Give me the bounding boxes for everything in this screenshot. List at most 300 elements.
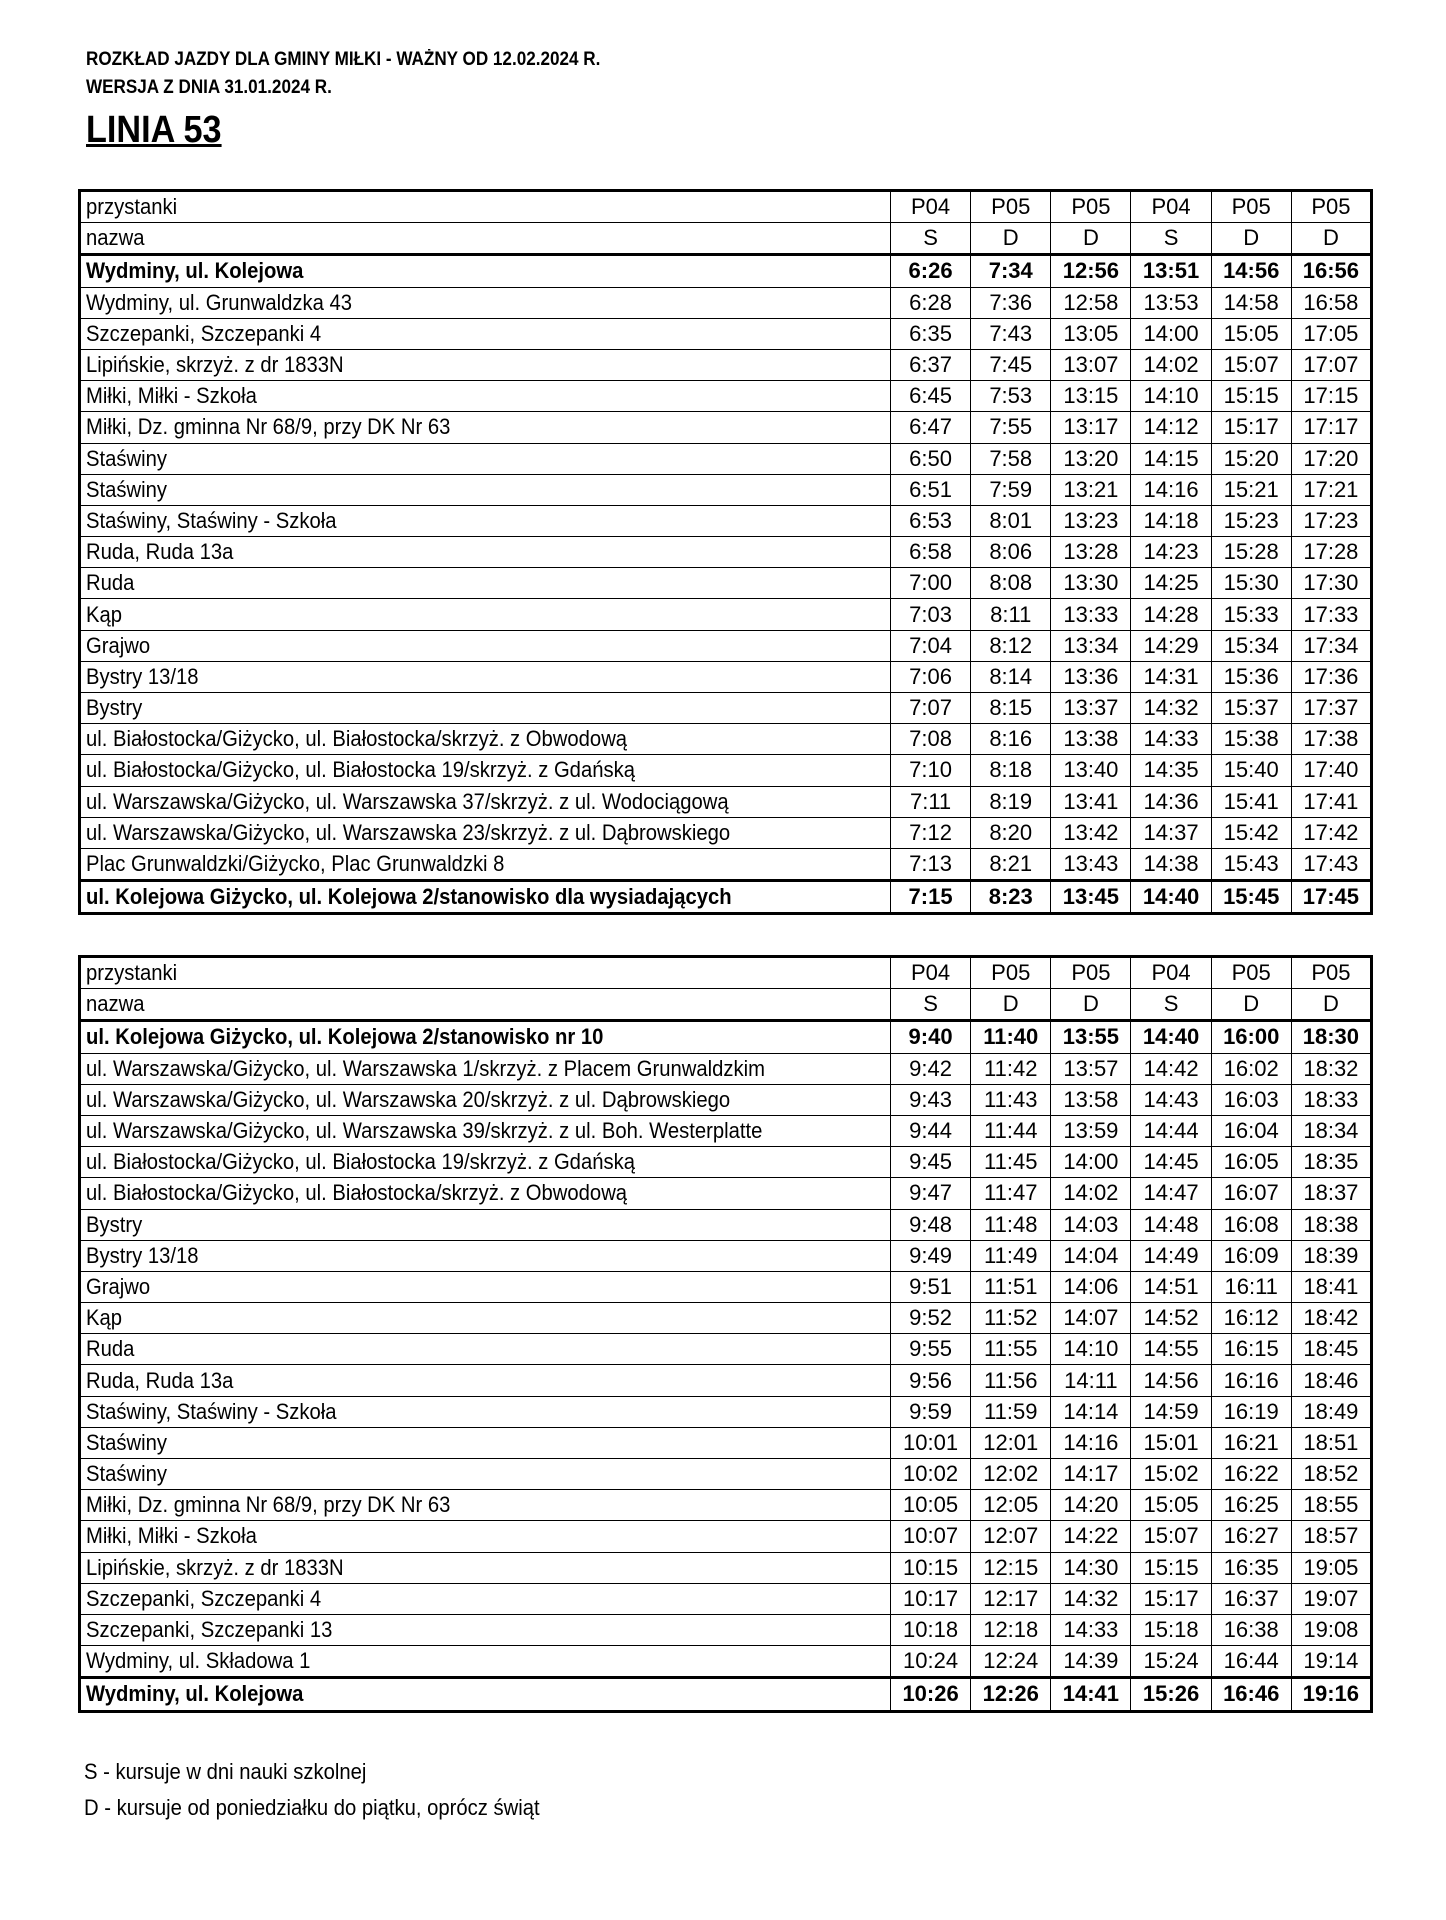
departure-time-cell xyxy=(971,724,1051,755)
departure-time-cell xyxy=(1291,1271,1371,1302)
departure-time-cell xyxy=(1131,443,1211,474)
departure-time-cell-text: 15:41 xyxy=(1223,788,1279,814)
table-row xyxy=(80,1147,1372,1178)
service-code-cell xyxy=(971,223,1051,255)
departure-time-cell-text: 17:15 xyxy=(1303,383,1359,409)
departure-time-cell-text: 13:38 xyxy=(1063,726,1119,752)
table-row xyxy=(80,661,1372,692)
version-date: WERSJA Z DNIA 31.01.2024 R. xyxy=(86,77,332,98)
departure-time-cell-text: 14:58 xyxy=(1223,289,1279,315)
route-code-cell-text: P04 xyxy=(911,960,951,986)
departure-time-cell-text: 16:46 xyxy=(1223,1681,1280,1707)
departure-time-cell-text: 14:49 xyxy=(1143,1242,1199,1268)
route-code-cell xyxy=(1291,191,1371,223)
departure-time-cell xyxy=(1291,1646,1371,1678)
departure-time-cell-text: 6:26 xyxy=(908,258,953,284)
departure-time-cell xyxy=(1211,1240,1291,1271)
stop-name-cell-text: Bystry 13/18 xyxy=(86,663,199,689)
departure-time-cell xyxy=(1211,287,1291,318)
stop-name-cell-text: Grajwo xyxy=(86,1273,151,1299)
header-row-codes xyxy=(80,989,1372,1021)
table-row xyxy=(80,693,1372,724)
departure-time-cell xyxy=(891,1178,971,1209)
departure-time-cell xyxy=(971,1521,1051,1552)
departure-time-cell-text: 14:06 xyxy=(1063,1273,1119,1299)
departure-time-cell xyxy=(1131,1021,1211,1053)
departure-time-cell-text: 14:40 xyxy=(1142,884,1200,910)
stop-name-cell-text: Ruda, Ruda 13a xyxy=(86,539,234,565)
stop-name-cell-text: ul. Białostocka/Giżycko, ul. Białostocka 19/skrzyż. z Gdańską xyxy=(86,757,635,783)
departure-time-cell xyxy=(1051,1303,1131,1334)
departure-time-cell xyxy=(1291,1178,1371,1209)
departure-time-cell xyxy=(891,848,971,880)
departure-time-cell-text: 13:34 xyxy=(1063,632,1119,658)
stop-name-cell-text: Bystry xyxy=(86,695,143,721)
departure-time-cell xyxy=(891,1583,971,1614)
departure-time-cell-text: 18:32 xyxy=(1303,1055,1359,1081)
departure-time-cell-text: 11:55 xyxy=(984,1336,1038,1362)
stop-name-cell-text: Miłki, Dz. gminna Nr 68/9, przy DK Nr 63 xyxy=(86,414,451,440)
table-row xyxy=(80,318,1372,349)
departure-time-cell xyxy=(1211,1427,1291,1458)
departure-time-cell-text: 15:18 xyxy=(1143,1617,1199,1643)
departure-time-cell xyxy=(1051,474,1131,505)
departure-time-cell-text: 11:44 xyxy=(984,1118,1038,1144)
departure-time-cell-text: 14:52 xyxy=(1143,1305,1199,1331)
departure-time-cell-text: 11:43 xyxy=(984,1086,1038,1112)
departure-time-cell-text: 6:35 xyxy=(909,320,952,346)
departure-time-cell xyxy=(1051,1521,1131,1552)
table-row xyxy=(80,755,1372,786)
table-row xyxy=(80,1614,1372,1645)
stop-name-cell-text: Wydminy, ul. Składowa 1 xyxy=(86,1648,311,1674)
departure-time-cell xyxy=(1211,1021,1291,1053)
stop-name-cell xyxy=(80,1334,891,1365)
service-code-cell xyxy=(1291,989,1371,1021)
stop-name-cell-text: Miłki, Miłki - Szkoła xyxy=(86,383,257,409)
departure-time-cell xyxy=(891,1614,971,1645)
departure-time-cell xyxy=(971,817,1051,848)
departure-time-cell-text: 16:37 xyxy=(1223,1585,1279,1611)
departure-time-cell-text: 14:35 xyxy=(1143,757,1199,783)
departure-time-cell-text: 13:45 xyxy=(1062,884,1120,910)
departure-time-cell-text: 9:48 xyxy=(909,1211,952,1237)
departure-time-cell xyxy=(891,661,971,692)
table-row xyxy=(80,1115,1372,1146)
departure-time-cell xyxy=(1131,1209,1211,1240)
departure-time-cell xyxy=(971,1303,1051,1334)
departure-time-cell xyxy=(1131,412,1211,443)
table-row xyxy=(80,630,1372,661)
departure-time-cell xyxy=(1131,817,1211,848)
departure-time-cell xyxy=(1131,1147,1211,1178)
departure-time-cell xyxy=(1131,599,1211,630)
stop-name-cell-text: Kąp xyxy=(86,1305,123,1331)
departure-time-cell xyxy=(891,287,971,318)
departure-time-cell-text: 14:59 xyxy=(1143,1398,1199,1424)
departure-time-cell-text: 9:52 xyxy=(909,1305,952,1331)
route-code-cell xyxy=(1051,191,1131,223)
departure-time-cell-text: 15:28 xyxy=(1223,539,1279,565)
departure-time-cell xyxy=(1051,443,1131,474)
departure-time-cell xyxy=(1051,1583,1131,1614)
departure-time-cell-text: 10:02 xyxy=(903,1461,959,1487)
departure-time-cell-text: 15:34 xyxy=(1223,632,1279,658)
departure-time-cell-text: 9:43 xyxy=(909,1086,952,1112)
stop-name-cell xyxy=(80,1552,891,1583)
departure-time-cell xyxy=(971,1240,1051,1271)
table-row xyxy=(80,1303,1372,1334)
document-header xyxy=(86,46,658,152)
departure-time-cell-text: 6:45 xyxy=(909,383,952,409)
departure-time-cell xyxy=(1291,661,1371,692)
stop-name-cell-text: Lipińskie, skrzyż. z dr 1833N xyxy=(86,1554,344,1580)
stop-name-cell-text: Wydminy, ul. Kolejowa xyxy=(86,258,304,284)
departure-time-cell xyxy=(1051,349,1131,380)
departure-time-cell xyxy=(1051,630,1131,661)
departure-time-cell xyxy=(971,1147,1051,1178)
table-row xyxy=(80,724,1372,755)
departure-time-cell-text: 17:43 xyxy=(1303,851,1359,877)
departure-time-cell xyxy=(1051,881,1131,914)
departure-time-cell-text: 15:20 xyxy=(1223,445,1279,471)
departure-time-cell xyxy=(1211,599,1291,630)
departure-time-cell xyxy=(1131,474,1211,505)
departure-time-cell-text: 10:26 xyxy=(902,1681,959,1707)
departure-time-cell xyxy=(1051,1396,1131,1427)
departure-time-cell xyxy=(1211,693,1291,724)
stop-name-cell-text: ul. Warszawska/Giżycko, ul. Warszawska 1/skrzyż. z Placem Grunwaldzkim xyxy=(86,1055,765,1081)
departure-time-cell-text: 6:28 xyxy=(909,289,952,315)
departure-time-cell xyxy=(1291,537,1371,568)
table-row xyxy=(80,817,1372,848)
service-code-cell-text: S xyxy=(1163,225,1179,251)
table-row xyxy=(80,1490,1372,1521)
stop-name-cell-text: ul. Warszawska/Giżycko, ul. Warszawska 23/skrzyż. z ul. Dąbrowskiego xyxy=(86,819,731,845)
service-code-cell-text: S xyxy=(923,991,938,1017)
departure-time-cell-text: 12:18 xyxy=(983,1617,1039,1643)
departure-time-cell xyxy=(1291,1521,1371,1552)
departure-time-cell-text: 8:06 xyxy=(989,539,1033,565)
route-code-cell xyxy=(1131,957,1211,989)
departure-time-cell-text: 15:21 xyxy=(1223,476,1279,502)
departure-time-cell-text: 16:16 xyxy=(1223,1367,1279,1393)
departure-time-cell-text: 14:23 xyxy=(1143,539,1199,565)
departure-time-cell xyxy=(1051,1021,1131,1053)
table-row xyxy=(80,1084,1372,1115)
departure-time-cell xyxy=(1131,1240,1211,1271)
departure-time-cell xyxy=(891,1427,971,1458)
departure-time-cell xyxy=(1051,1053,1131,1084)
departure-time-cell xyxy=(1291,1678,1371,1711)
departure-time-cell xyxy=(1051,786,1131,817)
stop-name-cell xyxy=(80,1396,891,1427)
departure-time-cell-text: 13:07 xyxy=(1063,352,1119,378)
departure-time-cell xyxy=(1211,881,1291,914)
departure-time-cell-text: 6:51 xyxy=(909,476,952,502)
service-code-cell xyxy=(1051,223,1131,255)
departure-time-cell-text: 14:30 xyxy=(1063,1554,1119,1580)
departure-time-cell xyxy=(971,1115,1051,1146)
table-row xyxy=(80,474,1372,505)
departure-time-cell xyxy=(971,1646,1051,1678)
departure-time-cell xyxy=(1131,786,1211,817)
departure-time-cell-text: 6:47 xyxy=(909,414,952,440)
table-row xyxy=(80,1646,1372,1678)
departure-time-cell-text: 17:37 xyxy=(1303,695,1359,721)
departure-time-cell xyxy=(891,381,971,412)
departure-time-cell xyxy=(1211,412,1291,443)
table-row xyxy=(80,1178,1372,1209)
departure-time-cell xyxy=(1291,1303,1371,1334)
departure-time-cell xyxy=(971,505,1051,536)
departure-time-cell-text: 10:07 xyxy=(903,1523,959,1549)
departure-time-cell xyxy=(1051,412,1131,443)
departure-time-cell-text: 15:01 xyxy=(1143,1429,1199,1455)
departure-time-cell-text: 15:07 xyxy=(1143,1523,1199,1549)
table-row xyxy=(80,505,1372,536)
departure-time-cell-text: 9:45 xyxy=(909,1149,952,1175)
departure-time-cell-text: 15:05 xyxy=(1223,320,1279,346)
header-stops-label xyxy=(80,191,891,223)
table-row xyxy=(80,1396,1372,1427)
departure-time-cell-text: 16:21 xyxy=(1223,1429,1279,1455)
departure-time-cell-text: 11:52 xyxy=(984,1305,1038,1331)
stop-name-cell-text: Grajwo xyxy=(86,632,151,658)
departure-time-cell xyxy=(1051,537,1131,568)
table-row xyxy=(80,1552,1372,1583)
departure-time-cell-text: 17:41 xyxy=(1303,788,1359,814)
departure-time-cell-text: 8:08 xyxy=(989,570,1033,596)
departure-time-cell xyxy=(1051,599,1131,630)
departure-time-cell xyxy=(1051,1271,1131,1302)
departure-time-cell-text: 13:57 xyxy=(1063,1055,1119,1081)
route-code-cell-text: P05 xyxy=(1071,960,1111,986)
departure-time-cell-text: 14:02 xyxy=(1143,352,1199,378)
departure-time-cell-text: 10:18 xyxy=(903,1617,959,1643)
departure-time-cell-text: 7:07 xyxy=(909,695,952,721)
header-stops-label-text: przystanki xyxy=(86,960,178,986)
stop-name-cell xyxy=(80,1084,891,1115)
departure-time-cell-text: 13:20 xyxy=(1063,445,1119,471)
departure-time-cell xyxy=(971,1271,1051,1302)
departure-time-cell-text: 13:53 xyxy=(1143,289,1199,315)
departure-time-cell-text: 14:38 xyxy=(1143,851,1199,877)
departure-time-cell-text: 13:51 xyxy=(1142,258,1200,284)
departure-time-cell xyxy=(1291,1115,1371,1146)
departure-time-cell xyxy=(1131,1053,1211,1084)
departure-time-cell-text: 17:33 xyxy=(1303,601,1359,627)
route-code-cell xyxy=(1131,191,1211,223)
departure-time-cell xyxy=(1051,848,1131,880)
stop-name-cell xyxy=(80,724,891,755)
departure-time-cell xyxy=(891,1646,971,1678)
service-code-cell xyxy=(1211,989,1291,1021)
departure-time-cell-text: 15:15 xyxy=(1223,383,1279,409)
departure-time-cell-text: 11:45 xyxy=(984,1149,1038,1175)
route-code-cell xyxy=(1211,191,1291,223)
departure-time-cell-text: 14:12 xyxy=(1143,414,1199,440)
departure-time-cell-text: 15:07 xyxy=(1223,352,1279,378)
departure-time-cell xyxy=(971,848,1051,880)
departure-time-cell-text: 16:38 xyxy=(1223,1617,1279,1643)
departure-time-cell-text: 16:05 xyxy=(1223,1149,1279,1175)
departure-time-cell-text: 8:19 xyxy=(989,788,1033,814)
departure-time-cell xyxy=(1131,1583,1211,1614)
departure-time-cell xyxy=(1211,349,1291,380)
departure-time-cell-text: 7:34 xyxy=(988,258,1033,284)
departure-time-cell-text: 13:33 xyxy=(1063,601,1119,627)
table-row xyxy=(80,443,1372,474)
departure-time-cell-text: 14:33 xyxy=(1143,726,1199,752)
departure-time-cell-text: 14:00 xyxy=(1143,320,1199,346)
departure-time-cell xyxy=(1051,693,1131,724)
service-code-cell-text: S xyxy=(1163,991,1179,1017)
departure-time-cell xyxy=(1291,443,1371,474)
stop-name-cell xyxy=(80,1271,891,1302)
departure-time-cell-text: 18:52 xyxy=(1303,1461,1359,1487)
departure-time-cell xyxy=(1211,1646,1291,1678)
departure-time-cell-text: 7:10 xyxy=(909,757,952,783)
departure-time-cell-text: 13:23 xyxy=(1063,507,1119,533)
route-code-cell-text: P04 xyxy=(911,194,951,220)
departure-time-cell xyxy=(971,661,1051,692)
departure-time-cell-text: 18:46 xyxy=(1303,1367,1359,1393)
stop-name-cell xyxy=(80,1209,891,1240)
departure-time-cell xyxy=(1211,474,1291,505)
departure-time-cell xyxy=(1131,1084,1211,1115)
stop-name-cell xyxy=(80,661,891,692)
departure-time-cell xyxy=(971,474,1051,505)
departure-time-cell xyxy=(1051,1178,1131,1209)
departure-time-cell xyxy=(891,599,971,630)
departure-time-cell-text: 16:27 xyxy=(1223,1523,1279,1549)
stop-name-cell xyxy=(80,1521,891,1552)
departure-time-cell xyxy=(1291,881,1371,914)
departure-time-cell xyxy=(1291,474,1371,505)
departure-time-cell-text: 17:20 xyxy=(1303,445,1359,471)
departure-time-cell-text: 17:34 xyxy=(1303,632,1359,658)
stop-name-cell xyxy=(80,1583,891,1614)
departure-time-cell xyxy=(1131,1521,1211,1552)
departure-time-cell xyxy=(971,755,1051,786)
departure-time-cell-text: 18:41 xyxy=(1303,1273,1359,1299)
stop-name-cell-text: ul. Białostocka/Giżycko, ul. Białostocka/skrzyż. z Obwodową xyxy=(86,1180,628,1206)
departure-time-cell-text: 17:07 xyxy=(1303,352,1359,378)
stop-name-cell xyxy=(80,817,891,848)
departure-time-cell-text: 19:14 xyxy=(1303,1648,1359,1674)
service-code-cell xyxy=(1051,989,1131,1021)
departure-time-cell-text: 16:07 xyxy=(1223,1180,1279,1206)
departure-time-cell-text: 18:35 xyxy=(1303,1149,1359,1175)
stop-name-cell-text: Ruda xyxy=(86,1336,135,1362)
departure-time-cell-text: 14:56 xyxy=(1223,258,1280,284)
table-row xyxy=(80,568,1372,599)
legend xyxy=(84,1754,579,1826)
departure-time-cell-text: 16:09 xyxy=(1223,1242,1279,1268)
departure-time-cell xyxy=(971,1334,1051,1365)
departure-time-cell xyxy=(1291,381,1371,412)
departure-time-cell xyxy=(1211,1396,1291,1427)
departure-time-cell xyxy=(1051,1209,1131,1240)
stop-name-cell xyxy=(80,537,891,568)
departure-time-cell-text: 14:43 xyxy=(1143,1086,1199,1112)
departure-time-cell-text: 12:56 xyxy=(1062,258,1120,284)
service-code-cell-text: D xyxy=(1002,225,1019,251)
departure-time-cell-text: 14:32 xyxy=(1143,695,1199,721)
departure-time-cell xyxy=(1291,1334,1371,1365)
header-name-label-text: nazwa xyxy=(86,225,145,251)
service-code-cell-text: D xyxy=(1243,991,1260,1017)
departure-time-cell-text: 15:33 xyxy=(1223,601,1279,627)
departure-time-cell-text: 9:51 xyxy=(909,1273,952,1299)
table-row xyxy=(80,848,1372,880)
departure-time-cell xyxy=(1051,505,1131,536)
departure-time-cell-text: 8:16 xyxy=(989,726,1033,752)
departure-time-cell xyxy=(1291,724,1371,755)
departure-time-cell-text: 14:32 xyxy=(1063,1585,1119,1611)
departure-time-cell xyxy=(891,1303,971,1334)
departure-time-cell-text: 14:42 xyxy=(1143,1055,1199,1081)
departure-time-cell-text: 13:41 xyxy=(1063,788,1119,814)
departure-time-cell-text: 6:50 xyxy=(909,445,952,471)
stop-name-cell-text: Ruda xyxy=(86,570,135,596)
stop-name-cell-text: Szczepanki, Szczepanki 13 xyxy=(86,1617,333,1643)
departure-time-cell-text: 16:58 xyxy=(1303,289,1359,315)
departure-time-cell-text: 16:56 xyxy=(1302,258,1360,284)
service-code-cell xyxy=(1291,223,1371,255)
departure-time-cell xyxy=(971,599,1051,630)
departure-time-cell-text: 18:57 xyxy=(1303,1523,1359,1549)
stop-name-cell xyxy=(80,287,891,318)
departure-time-cell xyxy=(1291,1240,1371,1271)
stop-name-cell-text: Kąp xyxy=(86,601,123,627)
departure-time-cell xyxy=(891,349,971,380)
departure-time-cell-text: 17:45 xyxy=(1302,884,1360,910)
departure-time-cell-text: 16:35 xyxy=(1223,1554,1279,1580)
departure-time-cell-text: 17:40 xyxy=(1303,757,1359,783)
departure-time-cell-text: 15:38 xyxy=(1223,726,1279,752)
stop-name-cell xyxy=(80,1115,891,1146)
departure-time-cell-text: 12:02 xyxy=(983,1461,1039,1487)
departure-time-cell xyxy=(891,881,971,914)
stop-name-cell xyxy=(80,474,891,505)
departure-time-cell-text: 15:26 xyxy=(1142,1681,1200,1707)
departure-time-cell-text: 15:17 xyxy=(1143,1585,1199,1611)
departure-time-cell-text: 18:34 xyxy=(1303,1118,1359,1144)
departure-time-cell-text: 13:17 xyxy=(1063,414,1119,440)
stop-name-cell-text: Staświny xyxy=(86,445,168,471)
departure-time-cell-text: 16:15 xyxy=(1223,1336,1279,1362)
stop-name-cell-text: Wydminy, ul. Kolejowa xyxy=(86,1681,304,1707)
departure-time-cell xyxy=(1291,1583,1371,1614)
table-row xyxy=(80,1427,1372,1458)
departure-time-cell xyxy=(1131,661,1211,692)
departure-time-cell xyxy=(971,630,1051,661)
service-code-cell-text: D xyxy=(1002,991,1019,1017)
departure-time-cell xyxy=(1211,318,1291,349)
departure-time-cell xyxy=(891,443,971,474)
departure-time-cell-text: 18:39 xyxy=(1303,1242,1359,1268)
departure-time-cell-text: 15:40 xyxy=(1223,757,1279,783)
stop-name-cell-text: ul. Warszawska/Giżycko, ul. Warszawska 39/skrzyż. z ul. Boh. Westerplatte xyxy=(86,1118,763,1144)
departure-time-cell-text: 11:40 xyxy=(983,1024,1039,1050)
timetable-outbound xyxy=(78,189,1373,915)
departure-time-cell-text: 13:28 xyxy=(1063,539,1119,565)
departure-time-cell-text: 16:22 xyxy=(1223,1461,1279,1487)
departure-time-cell xyxy=(1291,755,1371,786)
departure-time-cell-text: 14:36 xyxy=(1143,788,1199,814)
